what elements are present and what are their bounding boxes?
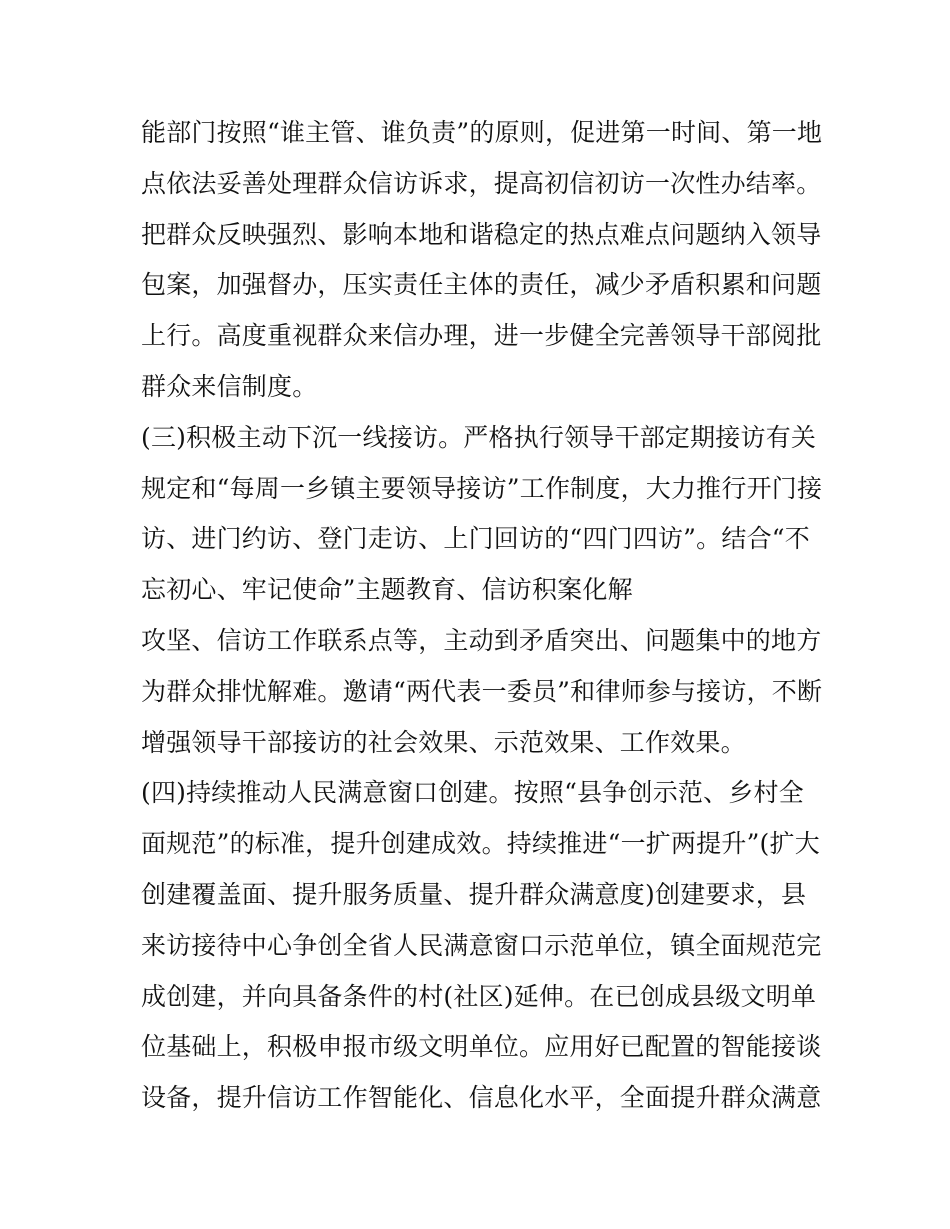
text-line: 点依法妥善处理群众信访诉求，提高初信初访一次性办结率。 (141, 168, 822, 198)
text-line: 访、进门约访、登门走访、上门回访的“四门四访”。结合“不 (141, 524, 810, 554)
text-line: 群众来信制度。 (141, 371, 318, 401)
body-text (141, 108, 821, 1124)
text-line: 攻坚、信访工作联系点等，主动到矛盾突出、问题集中的地方 (141, 625, 822, 655)
text-line: 把群众反映强烈、影响本地和谐稳定的热点难点问题纳入领导 (141, 219, 822, 249)
text-line: (四)持续推动人民满意窗口创建。按照“县争创示范、乡村全 (141, 778, 804, 808)
text-line: 忘初心、牢记使命”主题教育、信访积案化解 (141, 575, 633, 605)
text-line: 来访接待中心争创全省人民满意窗口示范单位，镇全面规范完 (141, 930, 822, 960)
text-line: 设备，提升信访工作智能化、信息化水平，全面提升群众满意 (141, 1083, 822, 1113)
text-line: 位基础上，积极申报市级文明单位。应用好已配置的智能接谈 (141, 1032, 822, 1062)
text-line: 为群众排忧解难。邀请“两代表一委员”和律师参与接访，不断 (141, 676, 823, 706)
text-line: 创建覆盖面、提升服务质量、提升群众满意度)创建要求，县 (141, 879, 807, 909)
text-line: 包案，加强督办，压实责任主体的责任，减少矛盾积累和问题 (141, 270, 822, 300)
text-line: 上行。高度重视群众来信办理，进一步健全完善领导干部阅批 (141, 321, 822, 351)
text-line: 面规范”的标准，提升创建成效。持续推进“一扩两提升”(扩大 (141, 829, 820, 859)
text-line: 成创建，并向具备条件的村(社区)延伸。在已创成县级文明单 (141, 981, 817, 1011)
text-line: 增强领导干部接访的社会效果、示范效果、工作效果。 (141, 727, 746, 757)
text-line: 规定和“每周一乡镇主要领导接访”工作制度，大力推行开门接 (141, 473, 823, 503)
text-line: 能部门按照“谁主管、谁负责”的原则，促进第一时间、第一地 (141, 118, 823, 147)
text-line: (三)积极主动下沉一线接访。严格执行领导干部定期接访有关 (141, 422, 817, 452)
